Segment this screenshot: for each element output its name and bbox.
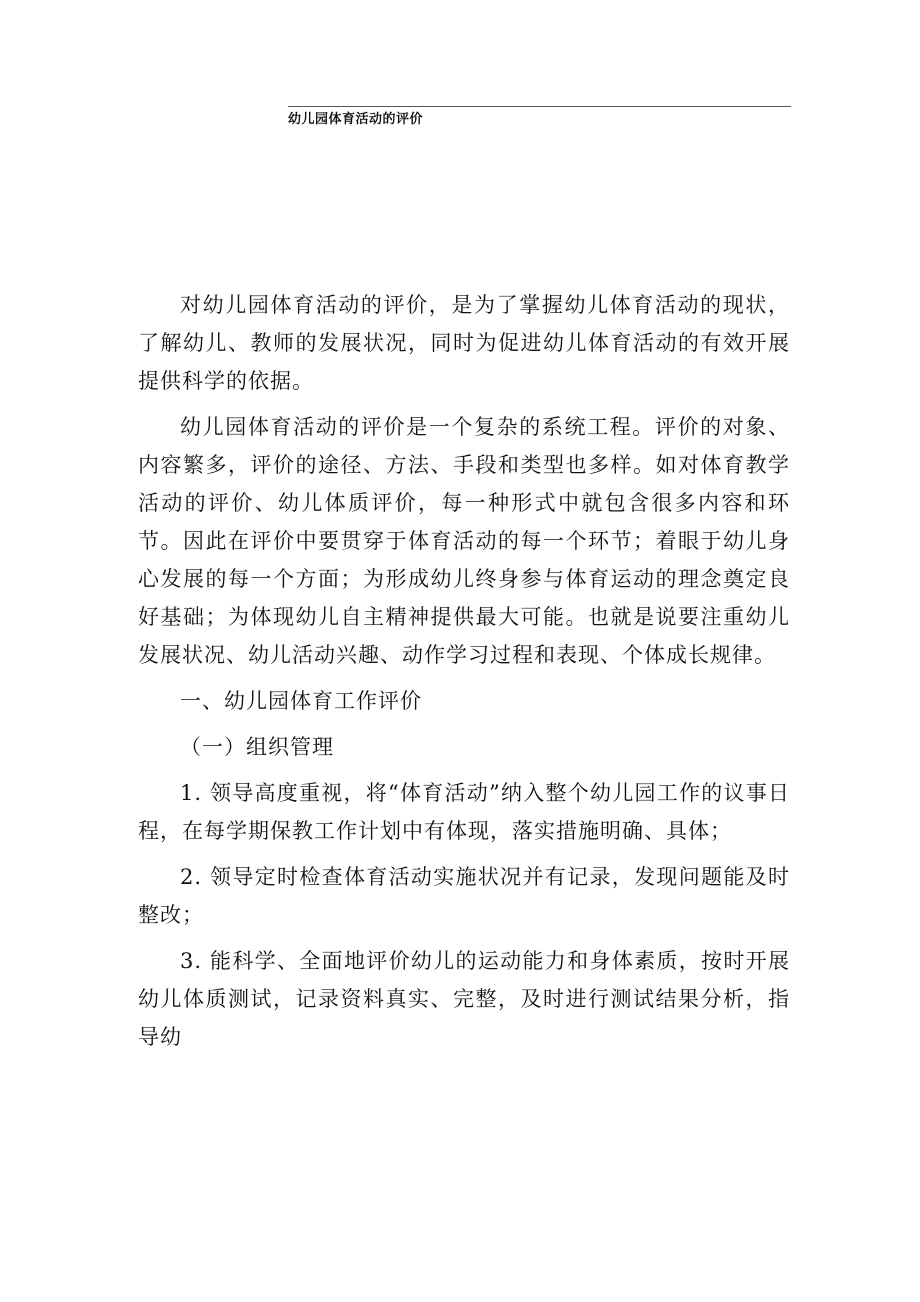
header-rule (288, 106, 791, 107)
section-heading: 一、幼儿园体育工作评价 (180, 689, 422, 713)
document-body (138, 286, 790, 1064)
list-item-1: 1. 领导高度重视，将“体育活动”纳入整个幼儿园工作的议事日程，在每学期保教工作计划中有体现，落实措施明确、具体； (138, 781, 790, 843)
paragraph-intro: 对幼儿园体育活动的评价，是为了掌握幼儿体育活动的现状，了解幼儿、教师的发展状况，同时为促进幼儿体育活动的有效开展提供科学的依据。 (138, 293, 790, 393)
list-item-3: 3. 能科学、全面地评价幼儿的运动能力和身体素质，按时开展幼儿体质测试，记录资料真实、完整，及时进行测试结果分析，指导幼 (138, 949, 790, 1049)
subsection-heading: （一）组织管理 (180, 735, 334, 759)
running-header-title: 幼儿园体育活动的评价 (288, 112, 424, 127)
paragraph-overview: 幼儿园体育活动的评价是一个复杂的系统工程。评价的对象、内容繁多，评价的途径、方法、手段和类型也多样。如对体育教学活动的评价、幼儿体质评价，每一种形式中就包含很多内容和环节。因此在评价中要贯穿于体育活动的每一个环节；着眼于幼儿身心发展的每一个方面；为形成幼儿终身参与体育运动的理念奠定良好基础；为体现幼儿自主精神提供最大可能。也就是说要注重幼儿发展状况、幼儿活动兴趣、动作学习过程和表现、个体成长规律。 (138, 415, 790, 667)
list-item-2: 2. 领导定时检查体育活动实施状况并有记录，发现问题能及时整改； (138, 865, 790, 927)
